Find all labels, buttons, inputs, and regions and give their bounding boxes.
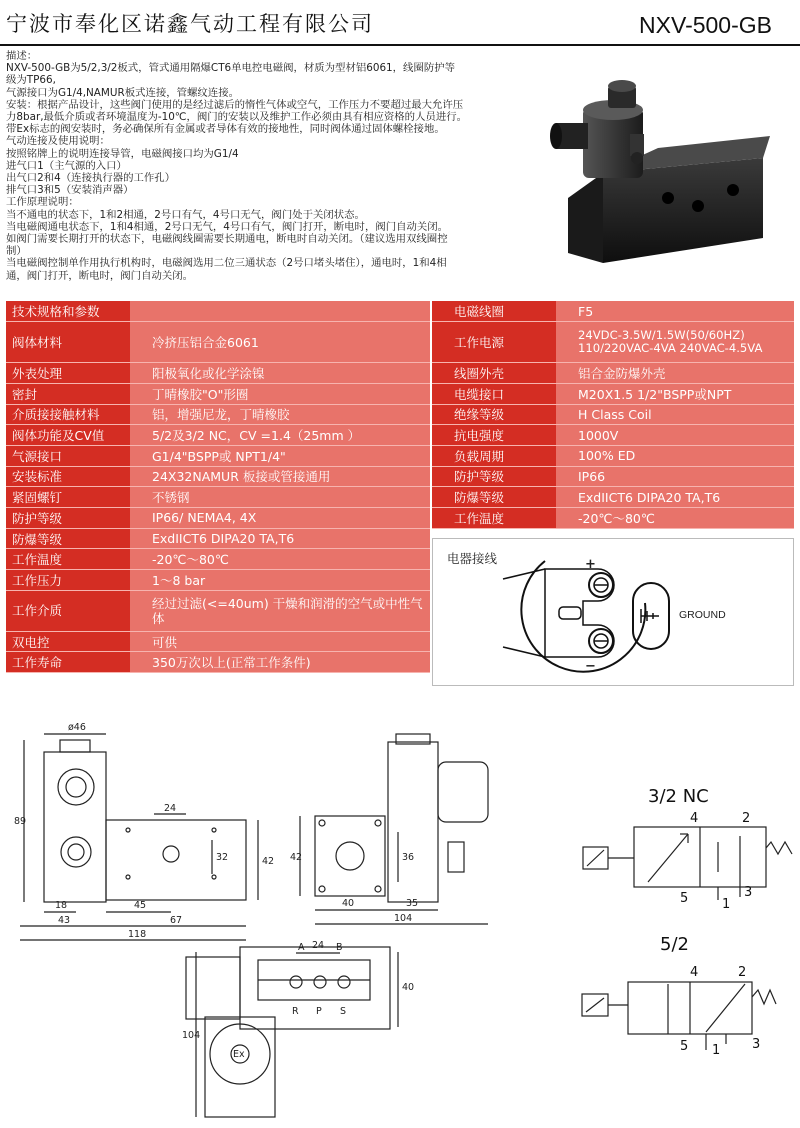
header [0, 0, 800, 46]
spec-right-value: 1000V [556, 425, 794, 446]
spec-left-value: ExdIICT6 DIPA20 TA,T6 [130, 528, 430, 549]
spec-right-key: 抗电强度 [432, 425, 556, 446]
spec-left-key: 阀体功能及CV值 [6, 425, 130, 446]
dim-side-h36: 36 [402, 852, 415, 863]
spec-left-row [6, 301, 430, 322]
description-line: 工作原理说明： [6, 196, 79, 209]
symbol-5-2-title: 5/2 [660, 934, 689, 955]
spec-left-key: 技术规格和参数 [6, 301, 130, 322]
spec-left-value: 丁晴橡胶"O"形圈 [130, 383, 430, 404]
terminal-minus-label: − [585, 659, 596, 674]
spec-left-key: 密封 [6, 383, 130, 404]
wiring-diagram [433, 539, 795, 687]
wiring-title: 电器接线 [447, 551, 498, 566]
port-b-label: B [336, 942, 343, 953]
spec-right-key: 工作温度 [432, 508, 556, 529]
description [6, 50, 546, 282]
model-number: NXV-500-GB [639, 12, 772, 38]
spec-left-value: 铝，增强尼龙，丁晴橡胶 [130, 404, 430, 425]
description-line: 通，阀门打开，断电时，阀门自动关闭。 [6, 269, 194, 282]
terminal-plus-label: + [585, 557, 596, 572]
spec-right-value: 24VDC-3.5W/1.5W(50/60HZ) 110/220VAC-4VA 240VAC-4.5VA [556, 322, 794, 363]
dim-bottom-h40: 40 [402, 982, 415, 993]
spec-right-key: 防护等级 [432, 466, 556, 487]
spec-left-key: 防爆等级 [6, 528, 130, 549]
symbol-3-2-port5: 5 [680, 891, 689, 906]
symbol-5-2 [582, 982, 776, 1050]
spec-left-key: 防护等级 [6, 508, 130, 529]
spec-right-key: 防爆等级 [432, 487, 556, 508]
spec-right-key: 负载周期 [432, 445, 556, 466]
dim-front-w18: 18 [55, 900, 68, 911]
technical-drawings [0, 712, 800, 1128]
symbol-5-2-port3: 3 [752, 1037, 761, 1052]
description-line: 出气口2和4（连接执行器的工作孔） [6, 172, 176, 185]
spec-left-value: 24X32NAMUR 板接或管接通用 [130, 466, 430, 487]
spec-left-value: G1/4"BSPP或 NPT1/4" [130, 445, 430, 466]
dim-front-h89: 89 [14, 816, 27, 827]
spec-left-row [6, 508, 430, 529]
description-line: 力8bar,最低介质或者环境温度为-10℃，阀门的安装以及维护工作必须由具有相应资格的人员进行。 [6, 111, 468, 124]
spec-left-row [6, 383, 430, 404]
spec-left-row [6, 445, 430, 466]
spec-left-key: 工作温度 [6, 549, 130, 570]
spec-right-key: 线圈外壳 [432, 363, 556, 384]
dim-front-w118: 118 [128, 929, 147, 940]
description-line: 排气口3和5（安装消声器） [6, 184, 134, 197]
spec-left-row [6, 549, 430, 570]
spec-right-value: 100% ED [556, 445, 794, 466]
dim-front-w43: 43 [58, 915, 71, 926]
description-line: 当不通电的状态下，1和2相通，2号口有气，4号口无气，阀门处于关闭状态。 [6, 208, 365, 221]
description-line: 描述： [6, 50, 38, 62]
spec-left-key: 工作压力 [6, 570, 130, 591]
spec-right-row [432, 383, 794, 404]
dim-bottom-w24: 24 [312, 940, 325, 951]
spec-right-value: F5 [556, 301, 794, 322]
spec-left-key: 双电控 [6, 631, 130, 652]
symbol-3-2-port1: 1 [722, 897, 731, 912]
spec-right-value: M20X1.5 1/2"BSPP或NPT [556, 383, 794, 404]
spec-left-value: -20℃～80℃ [130, 549, 430, 570]
header-divider [0, 44, 800, 46]
spec-left-value: 阳极氧化或化学涂镍 [130, 363, 430, 384]
symbol-3-2-port3: 3 [744, 885, 753, 900]
description-line: 制） [6, 245, 27, 258]
spec-right-value: -20℃～80℃ [556, 508, 794, 529]
spec-right-row [432, 322, 794, 363]
spec-left-value: 1～8 bar [130, 570, 430, 591]
spec-right-value: IP66 [556, 466, 794, 487]
company-name: 宁波市奉化区诺鑫气动工程有限公司 [6, 12, 374, 36]
description-line: NXV-500-GB为5/2,3/2板式，管式通用隔爆CT6单电控电磁阀，材质为型材铝6061，线圈防护等 [6, 62, 456, 75]
spec-left-row [6, 590, 430, 631]
spec-left-row [6, 631, 430, 652]
spec-left-key: 介质接接触材料 [6, 404, 130, 425]
spec-left-row [6, 528, 430, 549]
spec-right-value: 铝合金防爆外壳 [556, 363, 794, 384]
spec-left-value [130, 301, 430, 322]
spec-left-value: 冷挤压铝合金6061 [130, 322, 430, 363]
port-a-label: A [298, 942, 305, 953]
symbol-5-2-port1: 1 [712, 1043, 721, 1058]
dim-bottom-h104: 104 [182, 1030, 201, 1041]
spec-right-row [432, 301, 794, 322]
description-line: 当电磁阀控制单作用执行机构时，电磁阀选用二位三通状态（2号口堵头堵住），通电时，1和4相 [6, 257, 447, 270]
spec-right-value: ExdIICT6 DIPA20 TA,T6 [556, 487, 794, 508]
spec-left-key: 紧固螺钉 [6, 487, 130, 508]
wiring-panel [432, 538, 794, 686]
spec-left-key: 气源接口 [6, 445, 130, 466]
bottom-view [186, 947, 398, 1117]
spec-left-row [6, 570, 430, 591]
symbol-5-2-port5: 5 [680, 1039, 689, 1054]
spec-right-row [432, 466, 794, 487]
dim-side-w35: 35 [406, 898, 419, 909]
side-view [300, 734, 488, 924]
dim-front-d46: ø46 [68, 722, 86, 733]
spec-left-value: IP66/ NEMA4, 4X [130, 508, 430, 529]
dim-front-w45: 45 [134, 900, 147, 911]
description-line: 级为TP66, [6, 74, 56, 87]
description-line: 进气口1（主气源的入口） [6, 159, 127, 172]
spec-right-row [432, 425, 794, 446]
spec-right-value: H Class Coil [556, 404, 794, 425]
spec-right-row [432, 404, 794, 425]
spec-left-row [6, 466, 430, 487]
product-photo [548, 78, 770, 278]
dim-side-w104: 104 [394, 913, 413, 924]
spec-left-value: 350万次以上(正常工作条件) [130, 652, 430, 673]
spec-left-value: 不锈钢 [130, 487, 430, 508]
spec-left-row [6, 425, 430, 446]
spec-left-key: 工作介质 [6, 590, 130, 631]
symbol-3-2-port2: 2 [742, 811, 751, 826]
spec-left-row [6, 487, 430, 508]
spec-left-row [6, 652, 430, 673]
spec-left-key: 外表处理 [6, 363, 130, 384]
symbol-5-2-port2: 2 [738, 965, 747, 980]
dim-front-w67: 67 [170, 915, 183, 926]
spec-left-key: 阀体材料 [6, 322, 130, 363]
description-line: 带Ex标志的阀安装时，务必确保所有金属或者导体有效的接地性，同时阀体通过固体螺栓接地。 [6, 123, 445, 136]
description-line: 气源接口为G1/4,NAMUR板式连接，管螺纹连接。 [6, 86, 239, 99]
description-line: 按照铭牌上的说明连接导管，电磁阀接口均为G1/4 [6, 147, 239, 160]
spec-left-row [6, 404, 430, 425]
spec-right-key: 工作电源 [432, 322, 556, 363]
ex-mark: Ex [233, 1049, 245, 1060]
symbol-5-2-port4: 4 [690, 965, 699, 980]
description-line: 安装：根据产品设计，这些阀门使用的是经过滤后的惰性气体或空气，工作压力不要超过最大允许压 [6, 98, 464, 111]
spec-left-row [6, 322, 430, 363]
dim-front-h42: 42 [262, 856, 275, 867]
description-line: 气动连接及使用说明： [6, 135, 110, 148]
description-line: 如阀门需要长期打开的状态下，电磁阀线圈需要长期通电，断电时自动关闭。（建议选用双线圈控 [6, 233, 448, 246]
dim-front-w24: 24 [164, 803, 177, 814]
spec-right-key: 电磁线圈 [432, 301, 556, 322]
dim-front-h32: 32 [216, 852, 229, 863]
spec-left-value: 可供 [130, 631, 430, 652]
spec-right-key: 绝缘等级 [432, 404, 556, 425]
spec-table-left [6, 301, 430, 673]
spec-right-row [432, 363, 794, 384]
port-s-label: S [340, 1006, 347, 1017]
symbol-3-2-title: 3/2 NC [648, 786, 709, 807]
spec-left-value: 经过过滤(<=40um) 干燥和润滑的空气或中性气体 [130, 590, 430, 631]
symbol-3-2-port4: 4 [690, 811, 699, 826]
spec-right-row [432, 487, 794, 508]
spec-right-row [432, 508, 794, 529]
spec-left-key: 工作寿命 [6, 652, 130, 673]
spec-right-key: 电缆接口 [432, 383, 556, 404]
spec-left-value: 5/2及3/2 NC，CV =1.4（25mm ） [130, 425, 430, 446]
port-p-label: P [316, 1006, 322, 1017]
spec-right-row [432, 445, 794, 466]
dim-side-h42: 42 [290, 852, 303, 863]
spec-table-right [432, 301, 794, 529]
spec-left-key: 安装标准 [6, 466, 130, 487]
dim-side-w40: 40 [342, 898, 355, 909]
symbol-3-2 [583, 827, 792, 900]
spec-left-row [6, 363, 430, 384]
description-line: 当电磁阀通电状态下，1和4相通，2号口无气，4号口有气，阀门打开，断电时，阀门自动关闭。 [6, 220, 449, 233]
ground-label: GROUND [679, 609, 726, 621]
port-r-label: R [292, 1006, 299, 1017]
